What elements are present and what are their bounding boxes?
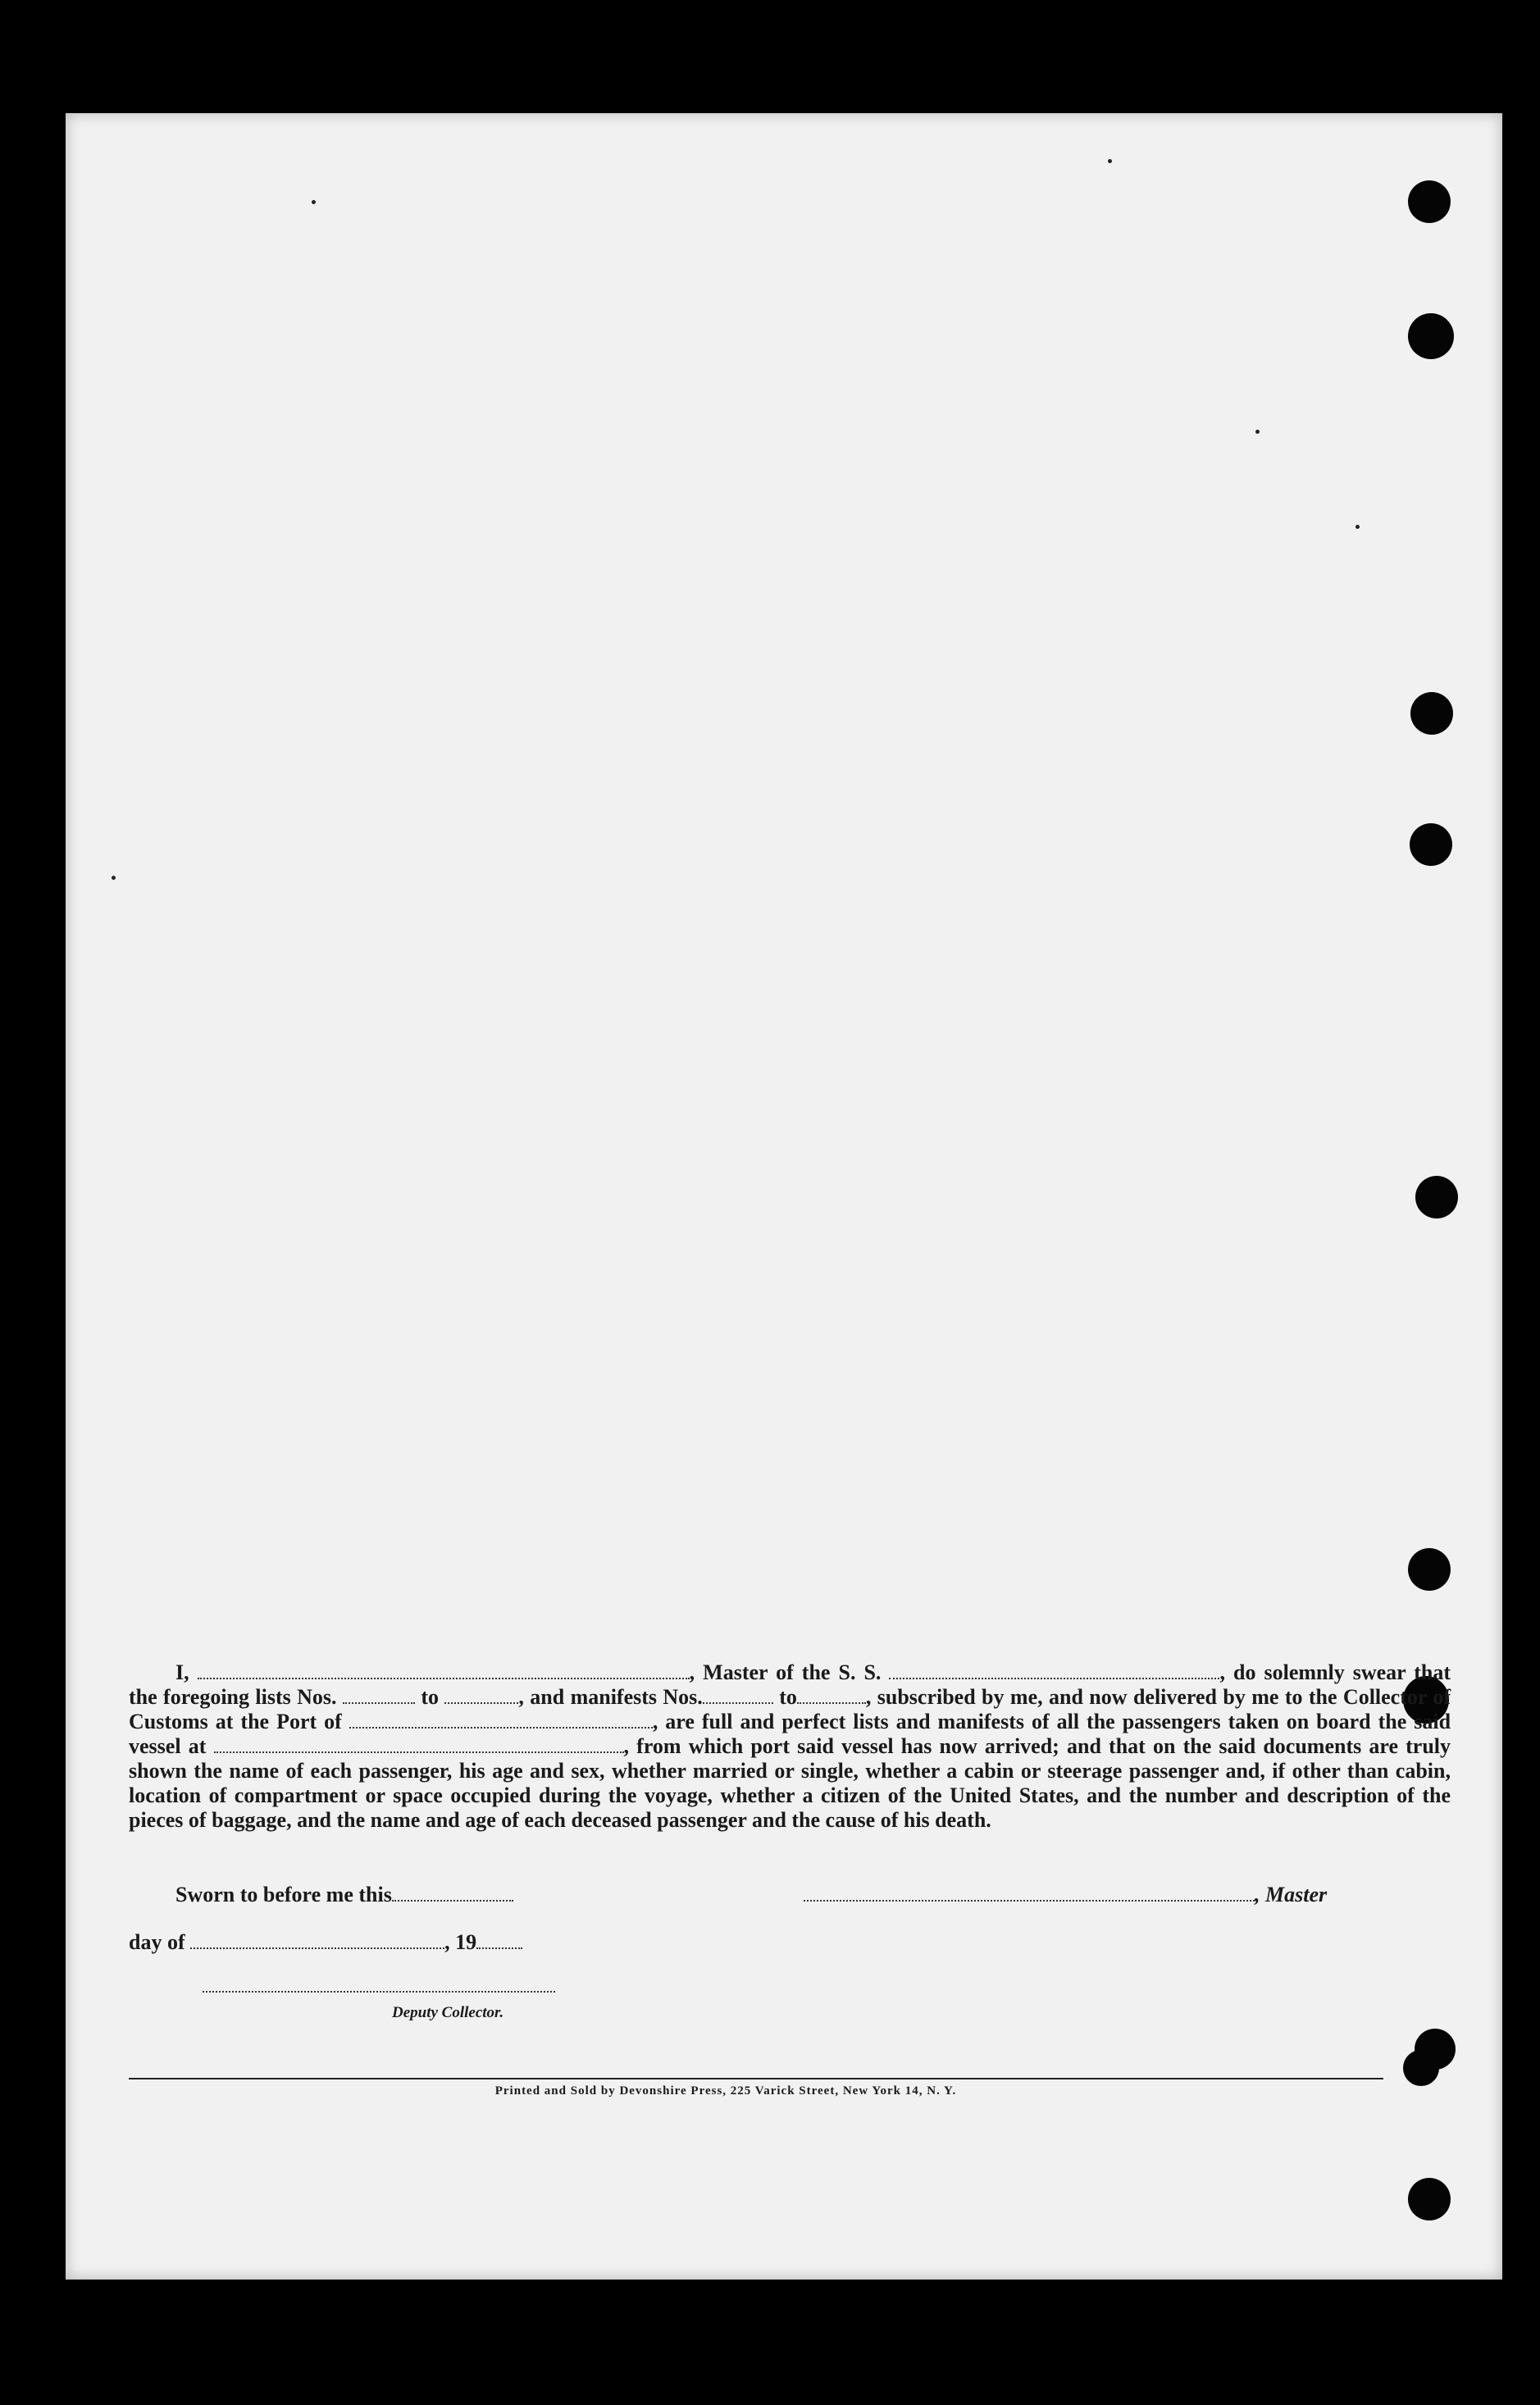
oath-subscribed: , subscribed by me, and now bbox=[865, 1685, 1128, 1709]
oath-do-solemnly: , do solemnly bbox=[1219, 1660, 1345, 1684]
punch-hole bbox=[1408, 1548, 1451, 1591]
oath-from-which: , from which bbox=[623, 1734, 744, 1758]
port-field[interactable] bbox=[349, 1710, 653, 1729]
speck bbox=[1108, 159, 1112, 163]
oath-and-manifests: , and manifests Nos. bbox=[518, 1685, 703, 1709]
day-of-label: day of bbox=[129, 1930, 185, 1954]
departure-port-field[interactable] bbox=[214, 1735, 624, 1753]
punch-hole bbox=[1410, 692, 1453, 735]
day-of-row bbox=[129, 1930, 522, 1955]
month-field[interactable] bbox=[190, 1931, 444, 1949]
sworn-day-field[interactable] bbox=[392, 1883, 513, 1902]
speck bbox=[112, 876, 116, 880]
oath-to-1: to bbox=[421, 1685, 439, 1709]
oath-are-full: , are full and perfect lists and bbox=[652, 1710, 931, 1733]
punch-hole bbox=[1408, 313, 1454, 359]
oath-master-of-ss: , Master of the S. S. bbox=[689, 1660, 882, 1684]
oath-paragraph bbox=[129, 1660, 1451, 1833]
deputy-collector-label: Deputy Collector. bbox=[392, 2004, 504, 2021]
punch-hole bbox=[1415, 1176, 1458, 1218]
punch-hole bbox=[1410, 823, 1452, 866]
printer-imprint: Printed and Sold by Devonshire Press, 225 Varick Street, New York 14, N. Y. bbox=[494, 2084, 957, 2098]
punch-hole bbox=[1408, 2178, 1451, 2221]
oath-manifests-all: manifests of all the passengers taken on board the said vessel at bbox=[129, 1710, 1451, 1758]
sworn-row bbox=[175, 1883, 513, 1907]
year-prefix-label: , 19 bbox=[444, 1930, 477, 1954]
document-page bbox=[66, 113, 1502, 2280]
manifests-from-field[interactable] bbox=[703, 1686, 773, 1704]
deputy-collector-signature-field[interactable] bbox=[203, 1975, 555, 1993]
punch-hole bbox=[1403, 2050, 1439, 2086]
lists-to-field[interactable] bbox=[444, 1686, 518, 1704]
year-field[interactable] bbox=[476, 1931, 522, 1949]
master-name-field[interactable] bbox=[198, 1661, 690, 1679]
speck bbox=[1255, 430, 1260, 434]
manifests-to-field[interactable] bbox=[797, 1686, 866, 1704]
master-signature-field[interactable] bbox=[804, 1883, 1255, 1902]
oath-swear-lists: swear that the foregoing lists Nos. bbox=[129, 1660, 1451, 1709]
master-signature-row bbox=[804, 1883, 1327, 1907]
oath-to-2: to bbox=[779, 1685, 797, 1709]
speck bbox=[312, 200, 316, 204]
oath-i: I, bbox=[175, 1660, 189, 1684]
lists-from-field[interactable] bbox=[343, 1686, 415, 1704]
punch-hole bbox=[1408, 180, 1451, 223]
oath-delivered: delivered by me to the Collector of Customs at the Port of bbox=[129, 1685, 1451, 1733]
footer-rule bbox=[129, 2078, 1383, 2079]
speck bbox=[1355, 525, 1360, 529]
vessel-name-field[interactable] bbox=[889, 1661, 1219, 1679]
master-label: , Master bbox=[1255, 1883, 1328, 1906]
oath-remainder: port said vessel has now arrived; and that on the said documents are truly shown the name of each passenger, his age and sex, whether married or single, whether a cabin or steerage passenger and, if other than cabin, location of compartment or space occupied during the voyage, whether a citizen of the United States, and the number and description of the pieces of baggage, and the name and age of each deceased passenger and the cause of his death. bbox=[129, 1734, 1451, 1832]
sworn-before-label: Sworn to before me this bbox=[175, 1883, 392, 1906]
